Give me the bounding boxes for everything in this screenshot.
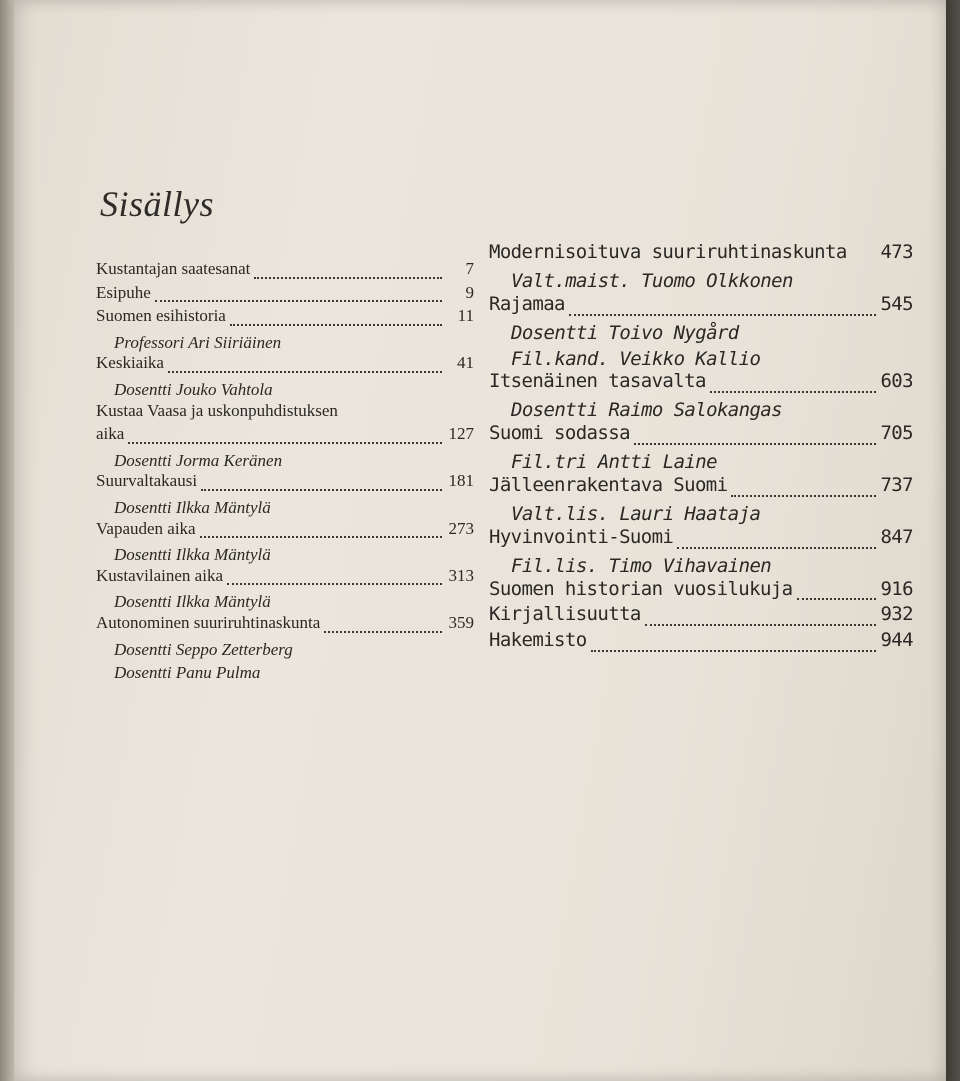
dot-leader	[200, 536, 442, 538]
toc-page-number: 944	[880, 629, 913, 652]
toc-author: Dosentti Jorma Keränen	[114, 450, 283, 470]
toc-author: Dosentti Toivo Nygård	[511, 321, 739, 344]
toc-entry-title: Suurvaltakausi	[96, 471, 198, 491]
toc-entry-title: Rajamaa	[489, 292, 565, 315]
toc-author: Fil.lis. Timo Vihavainen	[511, 554, 772, 577]
toc-entry-title: Keskiaika	[96, 353, 164, 373]
dot-leader	[731, 495, 876, 497]
dot-leader	[677, 547, 876, 549]
toc-author: Dosentti Panu Pulma	[114, 663, 261, 683]
toc-entry	[489, 605, 913, 631]
toc-entry-title: Autonominen suuriruhtinaskunta	[96, 612, 321, 632]
toc-entry	[96, 354, 474, 378]
toc-page-number: 932	[880, 603, 913, 626]
toc-entry	[489, 243, 913, 269]
dot-leader	[230, 324, 442, 326]
toc-page-number: 7	[465, 259, 474, 278]
toc-entry-title: Suomi sodassa	[489, 422, 630, 445]
dot-leader	[155, 300, 442, 302]
toc-entry	[489, 372, 913, 398]
toc-entry-title: Vapauden aika	[96, 518, 196, 538]
toc-author: Dosentti Jouko Vahtola	[114, 379, 273, 399]
dot-leader	[569, 314, 877, 316]
dot-leader	[634, 443, 877, 445]
dot-leader	[168, 371, 442, 373]
toc-entry	[489, 577, 913, 606]
toc-author: Fil.tri Antti Laine	[511, 451, 717, 474]
toc-entry	[489, 292, 913, 321]
toc-entry-title: Kustavilainen aika	[96, 565, 223, 585]
dot-leader	[201, 489, 442, 491]
toc-page-number: 11	[457, 306, 474, 326]
toc-entry	[96, 425, 474, 449]
toc-entry	[96, 614, 474, 638]
toc-entry	[96, 520, 474, 544]
toc-page-number: 603	[880, 370, 913, 393]
dot-leader	[797, 598, 877, 600]
toc-page-number: 473	[880, 241, 913, 263]
toc-page-number: 127	[448, 424, 474, 444]
toc-author: Dosentti Raimo Salokangas	[511, 399, 782, 422]
toc-author: Dosentti Seppo Zetterberg	[114, 639, 293, 659]
dot-leader	[710, 391, 877, 393]
toc-entry-title: Hyvinvointi-Suomi	[489, 525, 674, 548]
toc-page-number: 705	[880, 422, 913, 445]
toc-page-number: 545	[880, 292, 913, 315]
toc-entry-title: Hakemisto	[489, 629, 587, 652]
toc-entry	[96, 472, 474, 496]
toc-entry-title: Esipuhe	[96, 282, 151, 302]
dot-leader	[591, 650, 877, 652]
toc-left-column	[96, 260, 474, 685]
toc-entry	[489, 631, 913, 657]
toc-page-number: 273	[448, 518, 474, 538]
page-title: Sisällys	[100, 184, 215, 224]
toc-entry	[96, 284, 474, 308]
toc-entry-title: Kustantajan saatesanat	[96, 259, 251, 278]
toc-entry-title: Modernisoituva suuriruhtinaskunta	[489, 241, 847, 263]
dot-leader	[128, 442, 442, 444]
toc-entry-title: Suomen esihistoria	[96, 306, 226, 326]
toc-entry	[489, 525, 913, 554]
toc-entry	[489, 424, 913, 450]
toc-page-number: 41	[457, 353, 474, 373]
toc-right-column	[489, 243, 913, 657]
toc-page-number: 847	[880, 525, 913, 548]
toc-page-number: 9	[465, 282, 474, 302]
dot-leader	[645, 624, 877, 626]
toc-page-number: 181	[448, 471, 474, 491]
toc-page-number: 359	[448, 612, 474, 632]
toc-entry	[96, 567, 474, 591]
toc-entry-title: Itsenäinen tasavalta	[489, 370, 706, 393]
dot-leader	[324, 631, 442, 633]
toc-author: Valt.maist. Tuomo Olkkonen	[511, 269, 793, 292]
toc-entry-title: Jälleenrakentava Suomi	[489, 474, 728, 497]
toc-author: Valt.lis. Lauri Haataja	[511, 502, 761, 525]
toc-author: Dosentti Ilkka Mäntylä	[114, 592, 271, 612]
toc-entry-title: Suomen historian vuosilukuja	[489, 577, 793, 600]
toc-entry	[96, 260, 474, 284]
toc-entry-title: aika	[96, 424, 125, 444]
toc-entry	[96, 402, 474, 426]
toc-page-number: 737	[880, 474, 913, 497]
toc-page-number: 916	[880, 577, 913, 600]
toc-author: Dosentti Ilkka Mäntylä	[114, 545, 271, 565]
toc-entry	[489, 476, 913, 502]
toc-author: Fil.kand. Veikko Kallio	[511, 347, 761, 370]
toc-page-number: 313	[448, 565, 474, 585]
toc-entry-title: Kustaa Vaasa ja uskonpuhdistuksen	[96, 400, 338, 420]
dot-leader	[254, 277, 442, 279]
book-edge	[946, 0, 960, 1081]
toc-author: Professori Ari Siiriäinen	[114, 332, 282, 352]
toc-entry	[96, 307, 474, 331]
dot-leader	[227, 583, 442, 585]
toc-entry-title: Kirjallisuutta	[489, 603, 641, 626]
toc-author: Dosentti Ilkka Mäntylä	[114, 497, 271, 517]
